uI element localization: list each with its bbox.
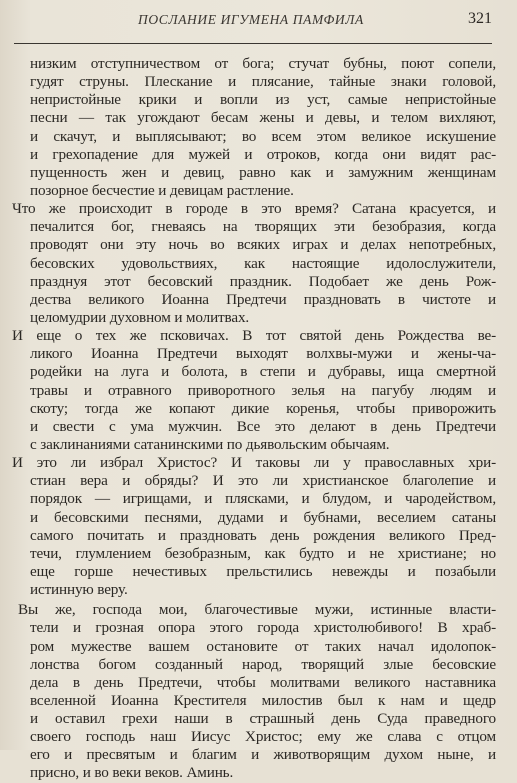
body-text [12, 55, 496, 783]
text-line: своего господь наш Иисус Христос; ему же слава с отцом [30, 728, 496, 746]
text-line: его и пресвятым и благим и животворящим духом ныне, и [30, 746, 496, 764]
header-rule [14, 43, 492, 44]
text-line: присно, и во веки веков. Аминь. [30, 764, 234, 782]
text-line: порядок — игрищами, и плясками, и блудом, и чародейством, [30, 490, 496, 508]
paragraph-2 [12, 200, 496, 327]
text-line: дела в день Предтечи, чтобы молитвами великого наставника [30, 673, 496, 691]
text-line: И это ли избрал Христос? И таковы ли у православных хри- [12, 454, 496, 472]
text-line: истинную веру. [30, 581, 128, 599]
text-line: низким отступничеством от бога; стучат бубны, поют сопели, [30, 55, 496, 72]
text-line: непристойные крики и вопли из уст, самые непристойные [30, 91, 496, 109]
text-line: бесовских удовольствиях, как настоящие идолослужители, [30, 254, 496, 272]
text-line: Что же происходит в городе в это время? Сатана красуется, и [12, 200, 496, 218]
running-title: ПОСЛАНИЕ ИГУМЕНА ПАМФИЛА [138, 12, 364, 27]
text-line: дества великого Иоанна Предтечи праздновать в чистоте и [30, 290, 496, 308]
text-line: И еще о тех же псковичах. В тот святой день Рождества ве- [12, 327, 496, 345]
text-line: проводят они эту ночь во всяких играх и делах непотребных, [30, 236, 496, 254]
text-line: печалится бог, гневаясь на творящих эти безобразия, когда [30, 218, 496, 236]
text-line: лонства богом созданный народ, творящий злые бесовские [30, 655, 496, 673]
text-line: еще горше нечестивых прельстились невежды и позабыли [30, 562, 496, 580]
text-line: травы и отравного приворотного зелья на пагубу людям и [30, 381, 496, 399]
running-head [20, 10, 492, 32]
text-line: с заклинаниями сатанинскими по дьявольским обычаям. [30, 435, 390, 453]
text-line: позорное бесчестие и девицам растление. [30, 181, 294, 199]
text-line: и оставил грехи наши в страшный день Суда праведного [30, 710, 496, 728]
text-line: скоту; тогда же копают дикие коренья, чтобы приворожить [30, 399, 496, 417]
paragraph-5 [12, 601, 496, 782]
text-line: тели и грозная опора этого города христолюбивого! В храб- [30, 619, 496, 637]
text-line: и бесовскими песнями, дудами и бубнами, веселием сатаны [30, 508, 496, 526]
text-line: и скачут, и выплясывают; во всем этом великое искушение [30, 127, 496, 145]
text-line: песни — так угождают бесам жены и девы, и телом вихляют, [30, 109, 496, 127]
text-line: целомудрии духовном и молитвах. [30, 308, 250, 326]
text-line: Вы же, господа мои, благочестивые мужи, истинные власти- [18, 601, 496, 619]
text-line: празднуя этот бесовский праздник. Подобает же день Рож- [30, 272, 496, 290]
paragraph-4 [12, 454, 496, 599]
paragraph-3 [12, 327, 496, 454]
text-line: течи, глумлением безобразным, как будто и не христиане; но [30, 544, 496, 562]
text-line: стиан вера и обряды? И это ли христианское благолепие и [30, 472, 496, 490]
text-line: и свести с ума мужчин. Все это делают в день Предтечи [30, 417, 496, 435]
text-line: ром мужестве вашем остановите от таких начал идолопок- [30, 637, 496, 655]
text-line: и грехопадение для мужей и отроков, когда они видят рас- [30, 145, 496, 163]
text-line: самого почитать и праздновать день рождения великого Пред- [30, 526, 496, 544]
text-line: вселенной Иоанна Крестителя милостив был к нам и щедр [30, 691, 496, 709]
paragraph-1 [12, 55, 496, 200]
page-number: 321 [468, 10, 492, 27]
text-line: родейки на луга и болота, в степи и дубравы, ища смертной [30, 363, 496, 381]
text-line: гудят струны. Плескание и плясание, тайные знаки головой, [30, 73, 496, 91]
text-line: ликого Иоанна Предтечи выходят волхвы-мужи и жены-ча- [30, 345, 496, 363]
text-line: пущенность жен и девиц, равно как и замужним женщинам [30, 163, 496, 181]
